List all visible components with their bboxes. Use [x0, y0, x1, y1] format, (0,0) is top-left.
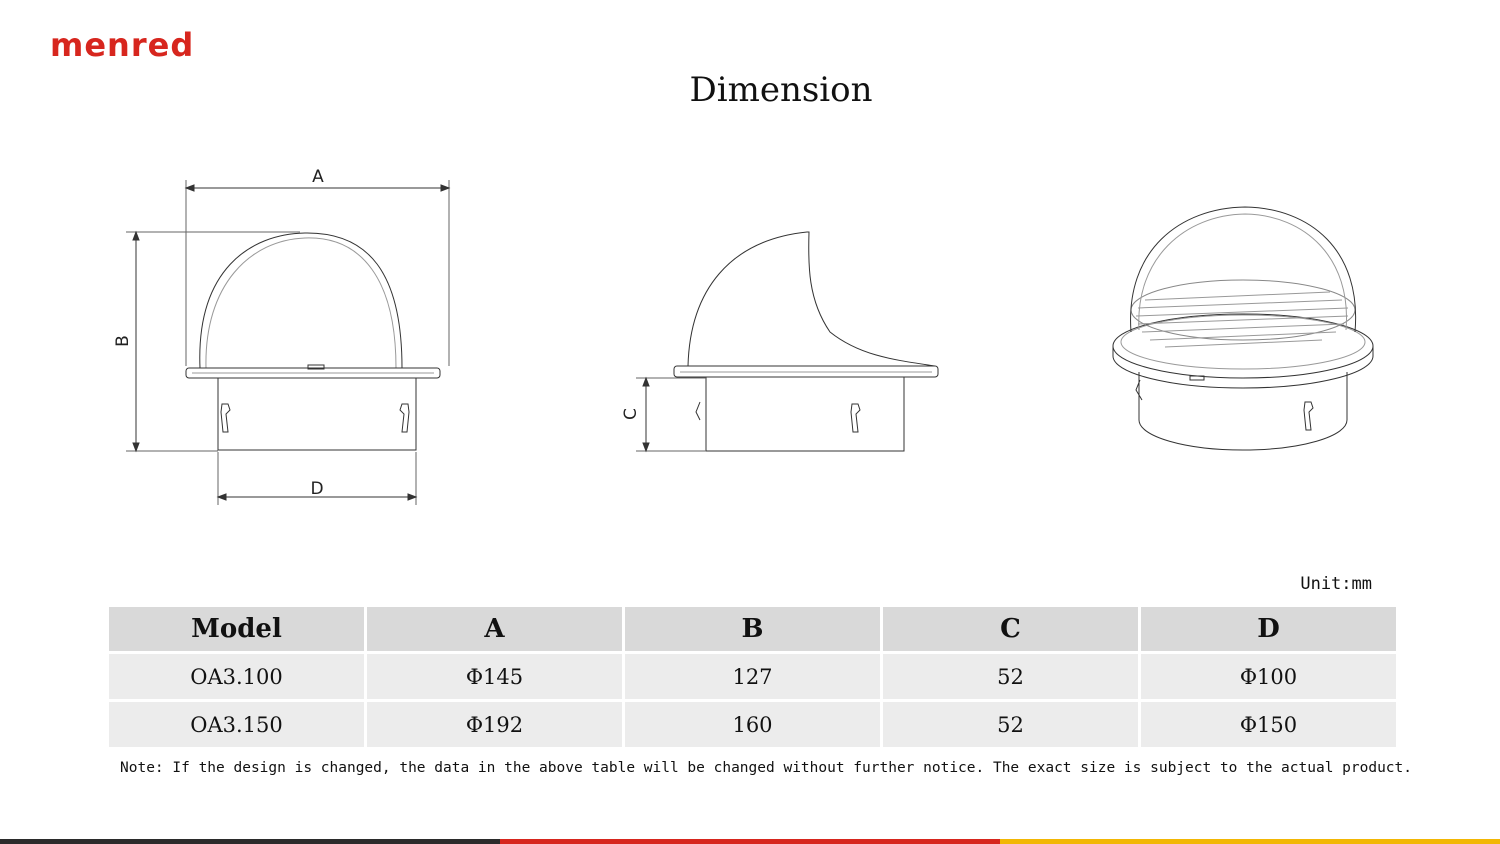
- side-view-drawing: [674, 232, 938, 451]
- dimension-label-d: D: [310, 479, 324, 499]
- table-row: [109, 654, 1396, 699]
- bar-segment-yellow: [1000, 839, 1500, 844]
- unit-label: Unit:mm: [1300, 574, 1372, 594]
- menred-logo: menred: [50, 26, 195, 64]
- front-view-drawing: [186, 233, 440, 450]
- header-a: A: [367, 607, 622, 651]
- cell-c: 52: [883, 702, 1138, 747]
- header-d: D: [1141, 607, 1396, 651]
- cell-d: Φ150: [1141, 702, 1396, 747]
- cell-model: OA3.100: [109, 654, 364, 699]
- bottom-color-bar: [0, 839, 1500, 844]
- footnote: Note: If the design is changed, the data in the above table will be changed without further notice. The exact size is subject to the actual product.: [120, 760, 1413, 776]
- bar-segment-dark: [0, 839, 500, 844]
- dimension-table: [106, 604, 1399, 750]
- dimension-label-a: A: [312, 167, 324, 187]
- dimension-label-b: B: [113, 335, 133, 347]
- cell-d: Φ100: [1141, 654, 1396, 699]
- dimension-label-c: C: [621, 408, 641, 420]
- cell-c: 52: [883, 654, 1138, 699]
- page-title: Dimension: [689, 70, 873, 110]
- bar-segment-red: [500, 839, 1000, 844]
- header-c: C: [883, 607, 1138, 651]
- cell-a: Φ145: [367, 654, 622, 699]
- table-row: [109, 702, 1396, 747]
- table-header-row: [109, 607, 1396, 651]
- header-model: Model: [109, 607, 364, 651]
- cell-b: 127: [625, 654, 880, 699]
- header-b: B: [625, 607, 880, 651]
- cell-b: 160: [625, 702, 880, 747]
- cell-model: OA3.150: [109, 702, 364, 747]
- cell-a: Φ192: [367, 702, 622, 747]
